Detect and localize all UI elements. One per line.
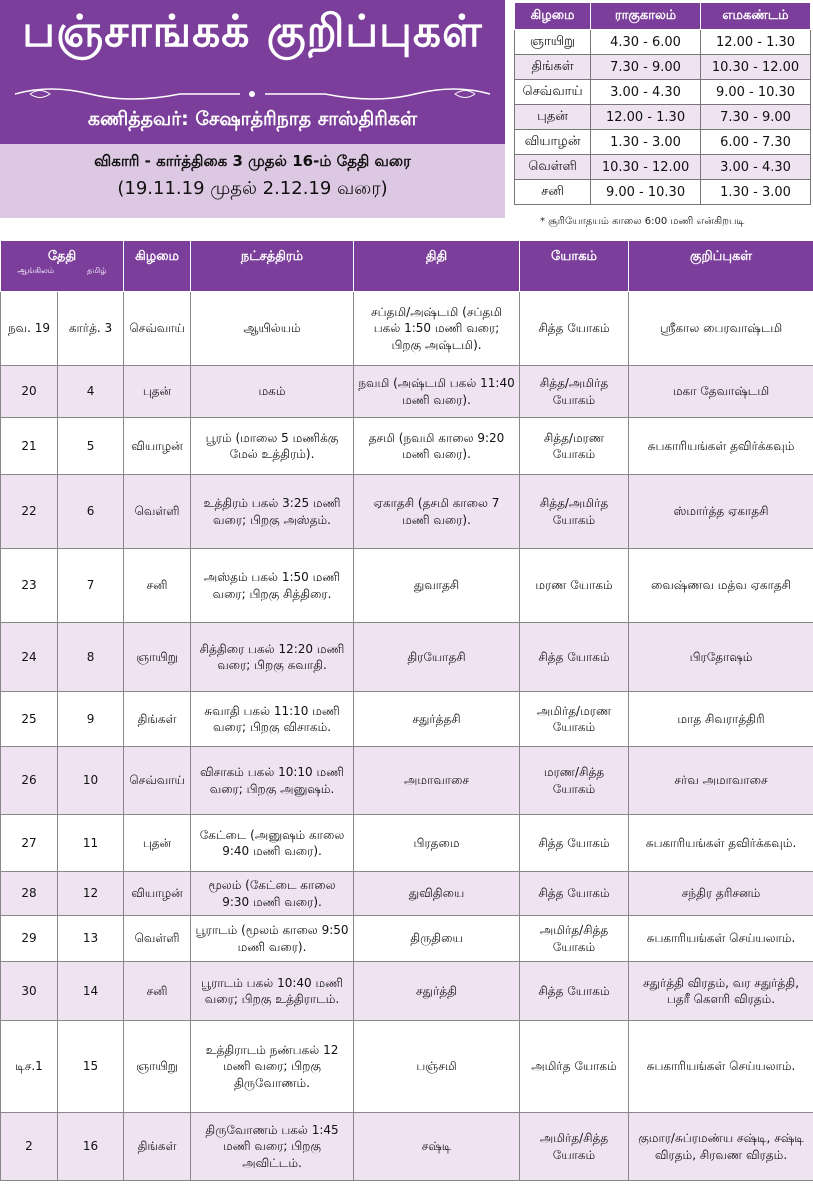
cell-date-tamil: 12 [58,872,124,916]
cell-tithi: அமாவாசை [354,747,520,815]
cell-notes: சுபகாரியங்கள் செய்யலாம். [629,1021,813,1113]
header-notes: குறிப்புகள் [629,241,813,292]
cell-nakshatra: உத்திராடம் நண்பகல் 12 மணி வரை; பிறகு திருவோணம். [191,1021,354,1113]
cell-yogam: அமிர்த/சித்த யோகம் [520,916,629,962]
cell-date-tamil: 14 [58,962,124,1021]
cell-yogam: சித்த/அமிர்த யோகம் [520,366,629,418]
cell-notes: சுபகாரியங்கள் தவிர்க்கவும். [629,815,813,872]
cell-tithi: திரயோதசி [354,623,520,692]
cell-nakshatra: பூரம் (மாலை 5 மணிக்கு மேல் உத்திரம்). [191,418,354,475]
header-tithi: திதி [354,241,520,292]
yama-time: 6.00 - 7.30 [701,130,811,155]
cell-date-tamil: 16 [58,1113,124,1181]
cell-date-tamil: கார்த். 3 [58,292,124,366]
cell-nakshatra: ஆயில்யம் [191,292,354,366]
rahu-header-yama: எமகண்டம் [701,3,811,30]
rahu-day: புதன் [515,105,591,130]
cell-tithi: ஏகாதசி (தசமி காலை 7 மணி வரை). [354,475,520,549]
table-row [1,872,813,916]
period-line-1: விகாரி - கார்த்திகை 3 முதல் 16-ம் தேதி வரை [94,152,411,170]
rahu-time: 7.30 - 9.00 [591,55,701,80]
cell-yogam: அமிர்த/மரண யோகம் [520,692,629,747]
cell-tithi: சதுர்த்தி [354,962,520,1021]
cell-tithi: நவமி (அஷ்டமி பகல் 11:40 மணி வரை). [354,366,520,418]
cell-day: திங்கள் [124,692,191,747]
rahu-header-day: கிழமை [515,3,591,30]
cell-day: செவ்வாய் [124,292,191,366]
cell-date-tamil: 9 [58,692,124,747]
sunrise-note: * சூரியோதயம் காலை 6:00 மணி என்கிறபடி [540,216,745,227]
cell-tithi: பஞ்சமி [354,1021,520,1113]
cell-notes: மாத சிவராத்திரி [629,692,813,747]
table-row [515,180,811,205]
table-row [1,623,813,692]
rahu-time: 12.00 - 1.30 [591,105,701,130]
cell-date-english: 21 [1,418,58,475]
cell-date-english: 22 [1,475,58,549]
table-row [1,475,813,549]
cell-day: புதன் [124,366,191,418]
cell-notes: மகா தேவாஷ்டமி [629,366,813,418]
cell-nakshatra: மகம் [191,366,354,418]
cell-day: புதன் [124,815,191,872]
cell-date-tamil: 13 [58,916,124,962]
cell-date-tamil: 7 [58,549,124,623]
cell-tithi: சப்தமி/அஷ்டமி (சப்தமி பகல் 1:50 மணி வரை; பிறகு அஷ்டமி). [354,292,520,366]
table-row [1,747,813,815]
header-date-label: தேதி [47,249,77,264]
rahu-day: செவ்வாய் [515,80,591,105]
cell-tithi: தசமி (நவமி காலை 9:20 மணி வரை). [354,418,520,475]
cell-date-tamil: 8 [58,623,124,692]
cell-date-english: 28 [1,872,58,916]
cell-notes: குமார/சுப்ரமண்ய சஷ்டி, சஷ்டி விரதம், சிரவண விரதம். [629,1113,813,1181]
cell-yogam: சித்த யோகம் [520,292,629,366]
cell-nakshatra: பூராடம் பகல் 10:40 மணி வரை; பிறகு உத்திராடம். [191,962,354,1021]
period-line-2: (19.11.19 முதல் 2.12.19 வரை) [117,178,388,199]
cell-yogam: மரண யோகம் [520,549,629,623]
cell-tithi: துவிதியை [354,872,520,916]
table-row [1,418,813,475]
cell-nakshatra: அஸ்தம் பகல் 1:50 மணி வரை; பிறகு சித்திரை. [191,549,354,623]
cell-date-tamil: 6 [58,475,124,549]
cell-nakshatra: சுவாதி பகல் 11:10 மணி வரை; பிறகு விசாகம். [191,692,354,747]
yama-time: 3.00 - 4.30 [701,155,811,180]
page-title: பஞ்சாங்கக் குறிப்புகள் [22,6,483,57]
cell-yogam: அமிர்த/சித்த யோகம் [520,1113,629,1181]
table-row [1,1113,813,1181]
table-row [1,549,813,623]
cell-date-english: 29 [1,916,58,962]
rahu-day: சனி [515,180,591,205]
cell-yogam: அமிர்த யோகம் [520,1021,629,1113]
header-star: நட்சத்திரம் [191,241,354,292]
table-row [1,366,813,418]
table-row [1,962,813,1021]
cell-day: வியாழன் [124,872,191,916]
cell-day: ஞாயிறு [124,623,191,692]
cell-date-english: 24 [1,623,58,692]
cell-notes: பிரதோஷம் [629,623,813,692]
cell-date-tamil: 4 [58,366,124,418]
cell-notes: ஸ்மார்த்த ஏகாதசி [629,475,813,549]
cell-date-english: டிச.1 [1,1021,58,1113]
table-row [515,130,811,155]
cell-tithi: சதுர்த்தசி [354,692,520,747]
cell-nakshatra: பூராடம் (மூலம் காலை 9:50 மணி வரை). [191,916,354,962]
cell-date-english: 26 [1,747,58,815]
header-date [1,241,124,292]
cell-date-english: 27 [1,815,58,872]
cell-tithi: துவாதசி [354,549,520,623]
table-row [1,815,813,872]
cell-day: வெள்ளி [124,916,191,962]
cell-date-english: 23 [1,549,58,623]
cell-nakshatra: மூலம் (கேட்டை காலை 9:30 மணி வரை). [191,872,354,916]
table-row [1,1021,813,1113]
rahu-time: 1.30 - 3.00 [591,130,701,155]
cell-day: வியாழன் [124,418,191,475]
table-row [1,692,813,747]
yama-time: 12.00 - 1.30 [701,30,811,55]
cell-day: சனி [124,962,191,1021]
cell-yogam: சித்த/மரண யோகம் [520,418,629,475]
cell-nakshatra: திருவோணம் பகல் 1:45 மணி வரை; பிறகு அவிட்டம். [191,1113,354,1181]
cell-yogam: சித்த யோகம் [520,872,629,916]
cell-date-english: 25 [1,692,58,747]
table-row [1,916,813,962]
rahu-day: வெள்ளி [515,155,591,180]
rahu-time: 10.30 - 12.00 [591,155,701,180]
table-row [515,80,811,105]
rahu-header-rahu: ராகுகாலம் [591,3,701,30]
cell-tithi: திருதியை [354,916,520,962]
rahu-time: 4.30 - 6.00 [591,30,701,55]
header-day: கிழமை [124,241,191,292]
cell-date-tamil: 5 [58,418,124,475]
cell-date-english: 2 [1,1113,58,1181]
cell-nakshatra: உத்திரம் பகல் 3:25 மணி வரை; பிறகு அஸ்தம். [191,475,354,549]
cell-date-tamil: 11 [58,815,124,872]
rahu-time: 3.00 - 4.30 [591,80,701,105]
rahu-day: திங்கள் [515,55,591,80]
cell-tithi: சஷ்டி [354,1113,520,1181]
title-banner [0,0,505,144]
table-row [515,55,811,80]
cell-nakshatra: சித்திரை பகல் 12:20 மணி வரை; பிறகு சுவாதி. [191,623,354,692]
cell-day: வெள்ளி [124,475,191,549]
cell-day: சனி [124,549,191,623]
cell-notes: சந்திர தரிசனம் [629,872,813,916]
cell-nakshatra: கேட்டை (அனுஷம் காலை 9:40 மணி வரை). [191,815,354,872]
cell-notes: ஸ்ரீகால பைரவாஷ்டமி [629,292,813,366]
table-row [515,30,811,55]
cell-yogam: சித்த யோகம் [520,962,629,1021]
table-row [515,105,811,130]
cell-tithi: பிரதமை [354,815,520,872]
cell-day: செவ்வாய் [124,747,191,815]
rahu-day: ஞாயிறு [515,30,591,55]
table-row [1,292,813,366]
ornament-divider-icon [10,84,495,104]
header-date-english: ஆங்கிலம் [17,266,55,275]
cell-notes: சதுர்த்தி விரதம், வர சதுர்த்தி, பதரீ கௌரி விரதம். [629,962,813,1021]
cell-date-tamil: 10 [58,747,124,815]
header-date-tamil: தமிழ் [87,266,107,275]
cell-date-tamil: 15 [58,1021,124,1113]
panchangam-table [0,240,813,1181]
cell-yogam: சித்த யோகம் [520,623,629,692]
period-banner [0,144,505,218]
cell-date-english: 30 [1,962,58,1021]
cell-day: திங்கள் [124,1113,191,1181]
yama-time: 9.00 - 10.30 [701,80,811,105]
cell-notes: சுபகாரியங்கள் செய்யலாம். [629,916,813,962]
table-row [515,155,811,180]
cell-yogam: சித்த யோகம் [520,815,629,872]
cell-notes: சர்வ அமாவாசை [629,747,813,815]
yama-time: 1.30 - 3.00 [701,180,811,205]
cell-yogam: மரண/சித்த யோகம் [520,747,629,815]
cell-nakshatra: விசாகம் பகல் 10:10 மணி வரை; பிறகு அனுஷம். [191,747,354,815]
cell-date-english: நவ. 19 [1,292,58,366]
cell-notes: வைஷ்ணவ மத்வ ஏகாதசி [629,549,813,623]
cell-notes: சுபகாரியங்கள் தவிர்க்கவும் [629,418,813,475]
cell-date-english: 20 [1,366,58,418]
cell-day: ஞாயிறு [124,1021,191,1113]
rahu-time: 9.00 - 10.30 [591,180,701,205]
yama-time: 7.30 - 9.00 [701,105,811,130]
cell-yogam: சித்த/அமிர்த யோகம் [520,475,629,549]
rahu-kalam-table [514,2,811,205]
author-line: கணித்தவர்: சேஷாத்ரிநாத சாஸ்திரிகள் [87,108,418,130]
header-yogam: யோகம் [520,241,629,292]
rahu-day: வியாழன் [515,130,591,155]
yama-time: 10.30 - 12.00 [701,55,811,80]
